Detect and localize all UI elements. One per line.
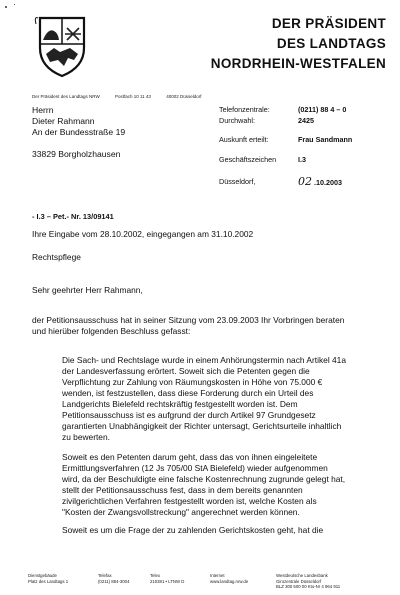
footer-address-label: Dienstgebäude [28,573,57,578]
decision-p1-line-8: zu bewerten. [62,432,110,442]
decision-p1-line-7: garantierten Unabhängigkeit der Richter untersagt, Gerichtsurteile inhaltlich [62,421,342,431]
phone-value: (0211) 88 4 – 0 [298,105,347,114]
sender-org: Der Präsident des Landtags NRW [32,94,100,99]
intro-line-1: der Petitionsausschuss hat in seiner Sitzung vom 23.09.2003 Ihr Vorbringen beraten [32,315,345,325]
contact-value: Frau Sandmann [298,135,353,144]
sender-postfach: Postfach 10 11 43 [114,94,151,99]
footer-fax [98,573,129,584]
footer-bank [276,573,340,590]
footer-bank-branch: Girozentrale Düsseldorf [276,578,322,584]
letterhead-title [211,14,386,74]
footer-internet-value: www.landtag.nrw.de [210,578,249,584]
date-row [219,176,352,187]
decision-p2-line-2: Ermittlungsverfahren (12 Js 705/00 StA Bielefeld) wieder aufgenommen [62,463,328,473]
footer-bank-name: Westdeutsche Landesbank [276,573,328,578]
footer-address-value: Platz des Landtags 1 [28,578,69,584]
contact-label: Auskunft erteilt: [219,135,269,144]
recipient-name: Dieter Rahmann [32,116,95,126]
reference-row [219,154,352,165]
reference-label: Geschäftszeichen [219,155,277,164]
decision-p1-line-4: wenden, ist festzustellen, dass diese Forderung durch ein Urteil des [62,388,314,398]
footer-internet-label: Internet [210,573,225,578]
phone-label: Telefonzentrale: [219,105,270,114]
sender-return-line [32,94,215,99]
petition-reference: - I.3 – Pet.- Nr. 13/09141 [32,212,114,221]
decision-p2-line-5: zivilgerichtlichen Verfahren festgestellt worden ist, welche Kosten als [62,496,317,506]
extension-row [219,115,352,126]
date-label: Düsseldorf, [219,177,256,186]
decision-p1-line-2: der Landesverfassung erörtert. Soweit sich die Petenten gegen die [62,366,310,376]
date-month-year: .10.2003 [314,178,342,187]
contact-row [219,134,352,145]
extension-label: Durchwahl: [219,116,255,125]
decision-p2-line-3: wird, da der Beschuldigte eine falsche Kostenrechnung zugrunde gelegt hat, [62,474,346,484]
extension-value: 2425 [298,116,314,125]
contact-info-block [219,104,352,187]
decision-paragraph-3 [62,525,323,536]
decision-p1-line-5: Landgerichts Bielefeld rechtskräftig festgestellt worden ist. Dem [62,399,298,409]
decision-p2-line-4: stellt der Petitionsausschuss fest, dass in dem bereits genannten [62,485,303,495]
subject-line: Rechtspflege [32,252,81,262]
letterhead-line-3: NORDRHEIN-WESTFALEN [210,56,386,71]
footer-bank-account: BLZ 300 500 00 Kto-Nr 4 964 911 [276,584,341,589]
decision-p1-line-3: Verpflichtung zur Zahlung von Räumungskosten in Höhe von 75.000 € [62,377,323,387]
decision-paragraph-1 [62,355,346,443]
recipient-city: 33829 Borgholzhausen [32,149,121,159]
greeting: Sehr geehrter Herr Rahmann, [32,285,143,295]
intro-line-2: und hierüber folgenden Beschluss gefasst: [32,326,191,336]
footer-address [28,573,68,584]
decision-p2-line-1: Soweit es den Petenten darum geht, dass das von ihnen eingeleitete [62,452,318,462]
date-handwritten-day: 02 [298,175,312,188]
sender-city: 40002 Düsseldorf [166,94,202,99]
intro-paragraph [32,315,344,337]
recipient-salutation: Herrn [32,105,54,115]
footer-telex-label: Telex [150,573,161,578]
footer-telex-value: 210381 • LTNW D [150,578,185,584]
footer-internet [210,573,248,584]
footer-telex [150,573,184,584]
decision-p1-line-6: Petitionsausschuss ist es aufgrund der durch Artikel 97 Grundgesetz [62,410,316,420]
recipient-address [32,105,125,160]
nrw-coat-of-arms-icon [34,14,90,78]
decision-p3-line-1: Soweit es um die Frage der zu zahlenden Gerichtskosten geht, hat die [62,525,324,535]
recipient-street: An der Bundesstraße 19 [32,127,126,137]
scan-speck [14,4,15,5]
decision-p1-line-1: Die Sach- und Rechtslage wurde in einem Anhörungstermin nach Artikel 41a [62,355,346,365]
footer-fax-label: Telefax [98,573,112,578]
phone-row [219,104,352,115]
footer-fax-value: (0211) 884-3004 [98,578,130,584]
reference-value: I.3 [298,155,306,164]
submission-line: Ihre Eingabe vom 28.10.2002, eingegangen am 31.10.2002 [32,229,254,239]
decision-p2-line-6: "Kosten der Zwangsvollstreckung" angerechnet werden können. [62,507,300,517]
scan-speck [5,6,7,8]
letterhead-line-1: DER PRÄSIDENT [271,16,386,31]
letterhead-line-2: DES LANDTAGS [276,36,386,51]
decision-paragraph-2 [62,452,345,518]
date-value [298,175,342,188]
